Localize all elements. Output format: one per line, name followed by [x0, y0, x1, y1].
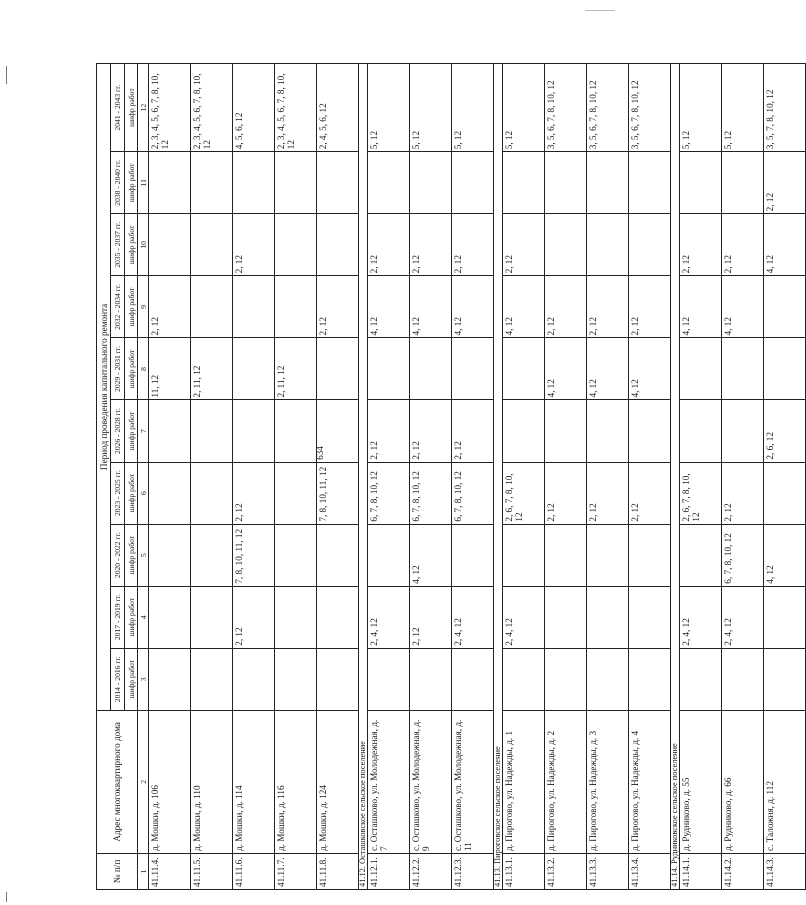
- work-code-cell: [722, 400, 764, 462]
- work-code-cell: [191, 524, 233, 586]
- page-number: 634: [315, 446, 325, 460]
- work-code-cell: [680, 648, 722, 710]
- table-row: [233, 64, 275, 890]
- work-code-cell: [317, 338, 359, 400]
- work-code-cell: 2, 4, 12: [680, 586, 722, 648]
- work-code-cell: [680, 338, 722, 400]
- work-code-cell: [191, 152, 233, 214]
- work-code-header: шифр работ: [125, 152, 138, 214]
- period-column-header: 2020 - 2022 гг.: [111, 524, 125, 586]
- table-row: [368, 64, 410, 890]
- work-code-cell: [503, 400, 545, 462]
- work-code-cell: 2, 4, 12: [452, 586, 494, 648]
- work-code-cell: 6, 7, 8, 10, 12: [368, 462, 410, 524]
- row-address: д. Рудниково, д. 66: [722, 710, 764, 853]
- table-row: [410, 64, 452, 890]
- work-code-cell: [410, 152, 452, 214]
- work-code-cell: [233, 276, 275, 338]
- work-code-cell: 2, 11, 12: [191, 338, 233, 400]
- column-index: 11: [138, 152, 149, 214]
- work-code-cell: 4, 12: [410, 276, 452, 338]
- work-code-cell: 4, 12: [410, 524, 452, 586]
- work-code-cell: [722, 338, 764, 400]
- row-number: 41.11.8.: [317, 853, 359, 889]
- work-code-cell: 7, 8, 10, 11, 12: [233, 524, 275, 586]
- work-code-cell: [149, 462, 191, 524]
- work-code-cell: 2, 12: [503, 214, 545, 276]
- work-code-cell: [233, 338, 275, 400]
- work-code-cell: [191, 586, 233, 648]
- work-code-cell: 5, 12: [368, 64, 410, 152]
- work-code-cell: [680, 524, 722, 586]
- work-code-cell: 6, 7, 8, 10, 12: [452, 462, 494, 524]
- work-code-cell: 2, 12: [764, 152, 806, 214]
- work-code-cell: [317, 214, 359, 276]
- work-code-cell: [233, 152, 275, 214]
- work-code-cell: [452, 524, 494, 586]
- work-code-cell: [410, 648, 452, 710]
- section-row: [671, 64, 680, 890]
- row-address: д. Мошки, д. 110: [191, 710, 233, 853]
- column-index: 10: [138, 214, 149, 276]
- period-column-header: 2035 - 2037 гг.: [111, 214, 125, 276]
- work-code-cell: 2, 12: [452, 214, 494, 276]
- table-row: [680, 64, 722, 890]
- work-code-cell: [545, 586, 587, 648]
- column-index: 2: [138, 710, 149, 853]
- work-code-cell: 2, 12: [233, 586, 275, 648]
- num-column-header: № п/п: [97, 853, 138, 889]
- work-code-cell: 4, 12: [764, 524, 806, 586]
- work-code-cell: 4, 12: [587, 338, 629, 400]
- row-number: 41.11.6.: [233, 853, 275, 889]
- work-code-cell: [629, 400, 671, 462]
- row-number: 41.14.2.: [722, 853, 764, 889]
- column-index: 3: [138, 648, 149, 710]
- work-code-cell: 2, 11, 12: [275, 338, 317, 400]
- work-code-cell: 2, 12: [410, 214, 452, 276]
- work-code-cell: [503, 338, 545, 400]
- work-code-cell: 2, 12: [545, 276, 587, 338]
- work-code-cell: [452, 648, 494, 710]
- period-header: Период проведения капитального ремонта: [97, 64, 111, 711]
- row-address: д. Мошки, д. 116: [275, 710, 317, 853]
- work-code-cell: [587, 400, 629, 462]
- work-code-cell: [629, 152, 671, 214]
- work-code-cell: [191, 276, 233, 338]
- column-index: 12: [138, 64, 149, 152]
- row-number: 41.13.4.: [629, 853, 671, 889]
- work-code-cell: [764, 462, 806, 524]
- work-code-cell: [452, 152, 494, 214]
- work-code-cell: 7, 8, 10, 11, 12: [317, 462, 359, 524]
- work-code-cell: [368, 338, 410, 400]
- work-code-cell: [275, 214, 317, 276]
- work-code-cell: 4, 12: [722, 276, 764, 338]
- row-number: 41.11.7.: [275, 853, 317, 889]
- table-body: [149, 64, 806, 890]
- work-code-cell: 2, 12: [722, 462, 764, 524]
- work-code-cell: [680, 400, 722, 462]
- work-code-cell: [191, 400, 233, 462]
- work-code-cell: 2, 6, 12: [764, 400, 806, 462]
- section-title: 41.13. Пироговское сельское поселение: [494, 64, 503, 890]
- work-code-cell: [191, 648, 233, 710]
- work-code-cell: 2, 12: [587, 276, 629, 338]
- scan-mark-left: [6, 66, 7, 84]
- work-code-cell: 4, 12: [629, 338, 671, 400]
- work-code-cell: [368, 648, 410, 710]
- work-code-cell: [149, 152, 191, 214]
- work-code-cell: 2, 3, 4, 5, 6, 7, 8, 10, 12: [275, 64, 317, 152]
- address-column-header: Адрес многоквартирного дома: [97, 710, 138, 853]
- rotated-document: [96, 63, 775, 890]
- period-column-header: 2026 - 2028 гг.: [111, 400, 125, 462]
- work-code-cell: 4, 12: [503, 276, 545, 338]
- capital-repair-table: [96, 63, 806, 890]
- work-code-cell: [191, 462, 233, 524]
- row-number: 41.13.2.: [545, 853, 587, 889]
- work-code-header: шифр работ: [125, 338, 138, 400]
- work-code-cell: [275, 276, 317, 338]
- work-code-cell: 3, 5, 6, 7, 8, 10, 12: [587, 64, 629, 152]
- section-title: 41.12. Осташковское сельское поселение: [359, 64, 368, 890]
- work-code-cell: [275, 400, 317, 462]
- work-code-cell: [317, 400, 359, 462]
- work-code-cell: 4, 12: [368, 276, 410, 338]
- work-code-cell: 2, 12: [629, 276, 671, 338]
- work-code-cell: 2, 12: [317, 276, 359, 338]
- work-code-header: шифр работ: [125, 214, 138, 276]
- work-code-cell: 2, 6, 7, 8, 10, 12: [680, 462, 722, 524]
- column-index: 4: [138, 586, 149, 648]
- work-code-cell: [629, 524, 671, 586]
- column-index: 6: [138, 462, 149, 524]
- column-index: 7: [138, 400, 149, 462]
- work-code-cell: 2, 12: [233, 462, 275, 524]
- work-code-cell: 2, 12: [629, 462, 671, 524]
- work-code-cell: [503, 648, 545, 710]
- work-code-cell: 2, 3, 4, 5, 6, 7, 8, 10, 12: [149, 64, 191, 152]
- work-code-cell: [629, 648, 671, 710]
- work-code-cell: [764, 338, 806, 400]
- work-code-cell: [191, 214, 233, 276]
- work-code-cell: [503, 152, 545, 214]
- table-row: [722, 64, 764, 890]
- work-code-cell: [503, 524, 545, 586]
- work-code-cell: [587, 152, 629, 214]
- row-address: с. Таложня, д. 112: [764, 710, 806, 853]
- column-index: 1: [138, 853, 149, 889]
- work-code-cell: 2, 12: [452, 400, 494, 462]
- work-code-cell: [680, 152, 722, 214]
- work-code-cell: [149, 648, 191, 710]
- work-code-header: шифр работ: [125, 586, 138, 648]
- row-number: 41.12.1.: [368, 853, 410, 889]
- work-code-cell: [722, 648, 764, 710]
- row-address: д. Рудниково, д. 55: [680, 710, 722, 853]
- column-index: 5: [138, 524, 149, 586]
- work-code-cell: [587, 214, 629, 276]
- work-code-cell: [275, 586, 317, 648]
- work-code-cell: [587, 648, 629, 710]
- work-code-cell: [629, 586, 671, 648]
- table-row: [545, 64, 587, 890]
- work-code-cell: [587, 524, 629, 586]
- scan-mark-bottom: [6, 892, 7, 902]
- work-code-cell: 6, 7, 8, 10, 12: [410, 462, 452, 524]
- table-header: [97, 64, 149, 890]
- period-column-header: 2023 - 2025 гг.: [111, 462, 125, 524]
- work-code-cell: [149, 214, 191, 276]
- table-row: [275, 64, 317, 890]
- table-row: [191, 64, 233, 890]
- period-column-header: 2038 - 2040 гг.: [111, 152, 125, 214]
- work-code-cell: [764, 648, 806, 710]
- work-code-cell: [317, 586, 359, 648]
- column-index: 8: [138, 338, 149, 400]
- work-code-cell: 5, 12: [410, 64, 452, 152]
- work-code-cell: [764, 276, 806, 338]
- work-code-cell: 3, 5, 6, 7, 8, 10, 12: [545, 64, 587, 152]
- table-row: [764, 64, 806, 890]
- work-code-header: шифр работ: [125, 648, 138, 710]
- work-code-cell: [545, 152, 587, 214]
- work-code-cell: 5, 12: [452, 64, 494, 152]
- work-code-cell: [545, 214, 587, 276]
- work-code-cell: [149, 586, 191, 648]
- work-code-cell: 3, 5, 7, 8, 10, 12: [764, 64, 806, 152]
- work-code-cell: 6, 7, 8, 10, 12: [722, 524, 764, 586]
- work-code-cell: [317, 152, 359, 214]
- work-code-cell: 4, 5, 6, 12: [233, 64, 275, 152]
- row-address: д. Пирогово, ул. Надежды, д. 3: [587, 710, 629, 853]
- table-row: [629, 64, 671, 890]
- row-address: с. Осташково, ул. Молодежная, д. 9: [410, 710, 452, 853]
- work-code-header: шифр работ: [125, 524, 138, 586]
- work-code-cell: [149, 524, 191, 586]
- section-row: [359, 64, 368, 890]
- work-code-cell: 2, 12: [233, 214, 275, 276]
- work-code-cell: [275, 462, 317, 524]
- work-code-cell: [149, 400, 191, 462]
- work-code-cell: 2, 3, 4, 5, 6, 7, 8, 10, 12: [191, 64, 233, 152]
- work-code-cell: [587, 586, 629, 648]
- table-row: [149, 64, 191, 890]
- work-code-cell: [545, 400, 587, 462]
- column-index: 9: [138, 276, 149, 338]
- table-row: [317, 64, 359, 890]
- work-code-cell: 2, 6, 7, 8, 10, 12: [503, 462, 545, 524]
- work-code-cell: 2, 12: [545, 462, 587, 524]
- row-number: 41.13.1.: [503, 853, 545, 889]
- work-code-cell: [368, 152, 410, 214]
- work-code-header: шифр работ: [125, 276, 138, 338]
- row-address: д. Мошки, д. 124: [317, 710, 359, 853]
- period-column-header: 2032 - 2034 гг.: [111, 276, 125, 338]
- work-code-header: шифр работ: [125, 400, 138, 462]
- row-address: д. Пирогово, ул. Надежды, д. 1: [503, 710, 545, 853]
- row-number: 41.12.3.: [452, 853, 494, 889]
- work-code-cell: [452, 338, 494, 400]
- work-code-cell: [317, 524, 359, 586]
- section-row: [494, 64, 503, 890]
- row-number: 41.11.4.: [149, 853, 191, 889]
- work-code-cell: 2, 4, 5, 6, 12: [317, 64, 359, 152]
- work-code-header: шифр работ: [125, 64, 138, 152]
- work-code-cell: [629, 214, 671, 276]
- work-code-cell: 2, 12: [722, 214, 764, 276]
- work-code-cell: 4, 12: [680, 276, 722, 338]
- row-address: д. Мошки, д. 114: [233, 710, 275, 853]
- period-column-header: 2029 - 2031 гг.: [111, 338, 125, 400]
- work-code-cell: 2, 12: [149, 276, 191, 338]
- work-code-cell: [275, 152, 317, 214]
- work-code-cell: 11, 12: [149, 338, 191, 400]
- work-code-cell: 3, 5, 6, 7, 8, 10, 12: [629, 64, 671, 152]
- work-code-cell: [545, 524, 587, 586]
- work-code-cell: 2, 12: [368, 400, 410, 462]
- period-column-header: 2017 - 2019 гг.: [111, 586, 125, 648]
- work-code-cell: 2, 12: [368, 214, 410, 276]
- work-code-header: шифр работ: [125, 462, 138, 524]
- row-number: 41.11.5.: [191, 853, 233, 889]
- work-code-cell: 2, 4, 12: [722, 586, 764, 648]
- row-address: с. Осташково, ул. Молодежная, д. 11: [452, 710, 494, 853]
- work-code-cell: 2, 4, 12: [368, 586, 410, 648]
- work-code-cell: [722, 152, 764, 214]
- work-code-cell: 4, 12: [764, 214, 806, 276]
- work-code-cell: [764, 586, 806, 648]
- table-row: [587, 64, 629, 890]
- scan-mark-top-right: [585, 10, 615, 11]
- row-number: 41.14.3.: [764, 853, 806, 889]
- period-column-header: 2041 - 2043 гг.: [111, 64, 125, 152]
- period-column-header: 2014 - 2016 гг.: [111, 648, 125, 710]
- work-code-cell: [317, 648, 359, 710]
- work-code-cell: 4, 12: [452, 276, 494, 338]
- row-address: с. Осташково, ул. Молодежная, д. 7: [368, 710, 410, 853]
- work-code-cell: 2, 12: [680, 214, 722, 276]
- work-code-cell: [275, 524, 317, 586]
- work-code-cell: 2, 4, 12: [503, 586, 545, 648]
- work-code-cell: 5, 12: [722, 64, 764, 152]
- work-code-cell: [275, 648, 317, 710]
- row-number: 41.12.2.: [410, 853, 452, 889]
- row-number: 41.13.3.: [587, 853, 629, 889]
- work-code-cell: [410, 338, 452, 400]
- row-address: д. Пирогово, ул. Надежды, д. 2: [545, 710, 587, 853]
- row-address: д. Мошки, д. 106: [149, 710, 191, 853]
- row-address: д. Пирогово, ул. Надежды, д. 4: [629, 710, 671, 853]
- work-code-cell: 5, 12: [680, 64, 722, 152]
- work-code-cell: 4, 12: [545, 338, 587, 400]
- work-code-cell: [233, 400, 275, 462]
- work-code-cell: 2, 12: [410, 400, 452, 462]
- work-code-cell: [233, 648, 275, 710]
- column-index-row: [138, 64, 149, 890]
- section-title: 41.14. Рудниковское сельское поселение: [671, 64, 680, 890]
- work-code-cell: [545, 648, 587, 710]
- work-code-cell: [368, 524, 410, 586]
- work-code-cell: 2, 12: [587, 462, 629, 524]
- table-row: [452, 64, 494, 890]
- table-row: [503, 64, 545, 890]
- work-code-cell: 5, 12: [503, 64, 545, 152]
- work-code-cell: 2, 12: [410, 586, 452, 648]
- row-number: 41.14.1.: [680, 853, 722, 889]
